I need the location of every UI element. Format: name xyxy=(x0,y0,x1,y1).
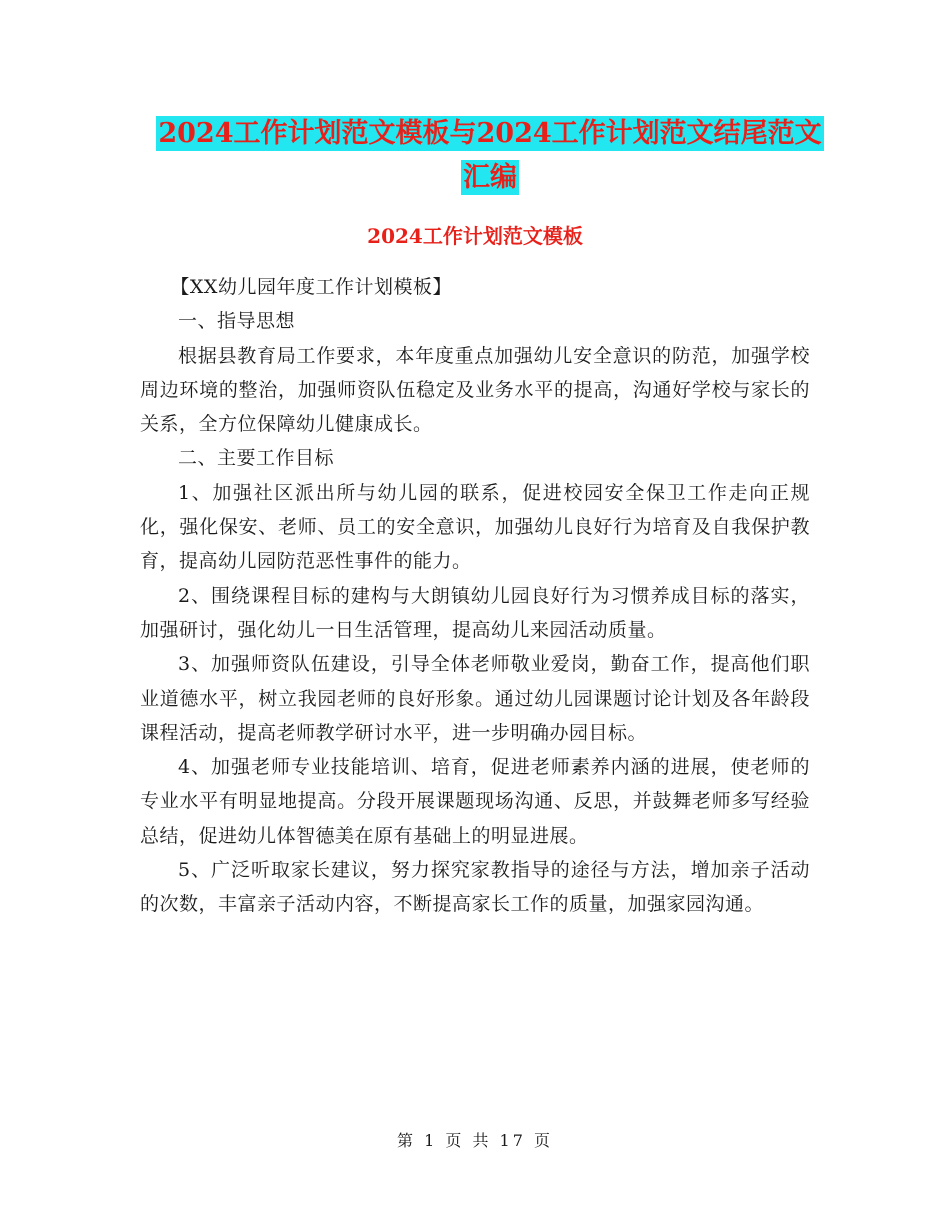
document-body xyxy=(140,270,810,922)
document-title-line2: 汇编 xyxy=(463,162,517,193)
heading-main-goals: 二、主要工作目标 xyxy=(178,447,335,470)
plan-template-heading: 【XX幼儿园年度工作计划模板】 xyxy=(170,276,452,298)
section-title: 2024工作计划范文模板 xyxy=(367,224,583,248)
paragraph-guiding-ideology: 根据县教育局工作要求，本年度重点加强幼儿安全意识的防范，加强学校周边环境的整治，加强师资队伍稳定及业务水平的提高，沟通好学校与家长的关系，全方位保障幼儿健康成长。 xyxy=(140,344,810,436)
page-footer: 第 1 页 共 17 页 xyxy=(397,1131,553,1150)
paragraph-goal-4: 4、加强老师专业技能培训、培育，促进老师素养内涵的进展，使老师的专业水平有明显地提高。分段开展课题现场沟通、反思，并鼓舞老师多写经验总结，促进幼儿体智德美在原有基础上的明显进展。 xyxy=(140,756,810,847)
document-title-line1: 2024工作计划范文模板与2024工作计划范文结尾范文 xyxy=(158,118,822,149)
paragraph-goal-3: 3、加强师资队伍建设，引导全体老师敬业爱岗，勤奋工作，提高他们职业道德水平，树立我园老师的良好形象。通过幼儿园课题讨论计划及各年龄段课程活动，提高老师教学研讨水平，进一步明确办园目标。 xyxy=(140,653,810,744)
paragraph-goal-2: 2、围绕课程目标的建构与大朗镇幼儿园良好行为习惯养成目标的落实，加强研讨，强化幼儿一日生活管理，提高幼儿来园活动质量。 xyxy=(140,584,810,641)
heading-guiding-ideology: 一、指导思想 xyxy=(178,310,296,333)
paragraph-goal-5: 5、广泛听取家长建议，努力探究家教指导的途径与方法，增加亲子活动的次数，丰富亲子活动内容，不断提高家长工作的质量，加强家园沟通。 xyxy=(140,859,810,916)
document-title xyxy=(140,112,840,200)
paragraph-goal-1: 1、加强社区派出所与幼儿园的联系，促进校园安全保卫工作走向正规化，强化保安、老师、员工的安全意识，加强幼儿良好行为培育及自我保护教育，提高幼儿园防范恶性事件的能力。 xyxy=(140,481,810,573)
